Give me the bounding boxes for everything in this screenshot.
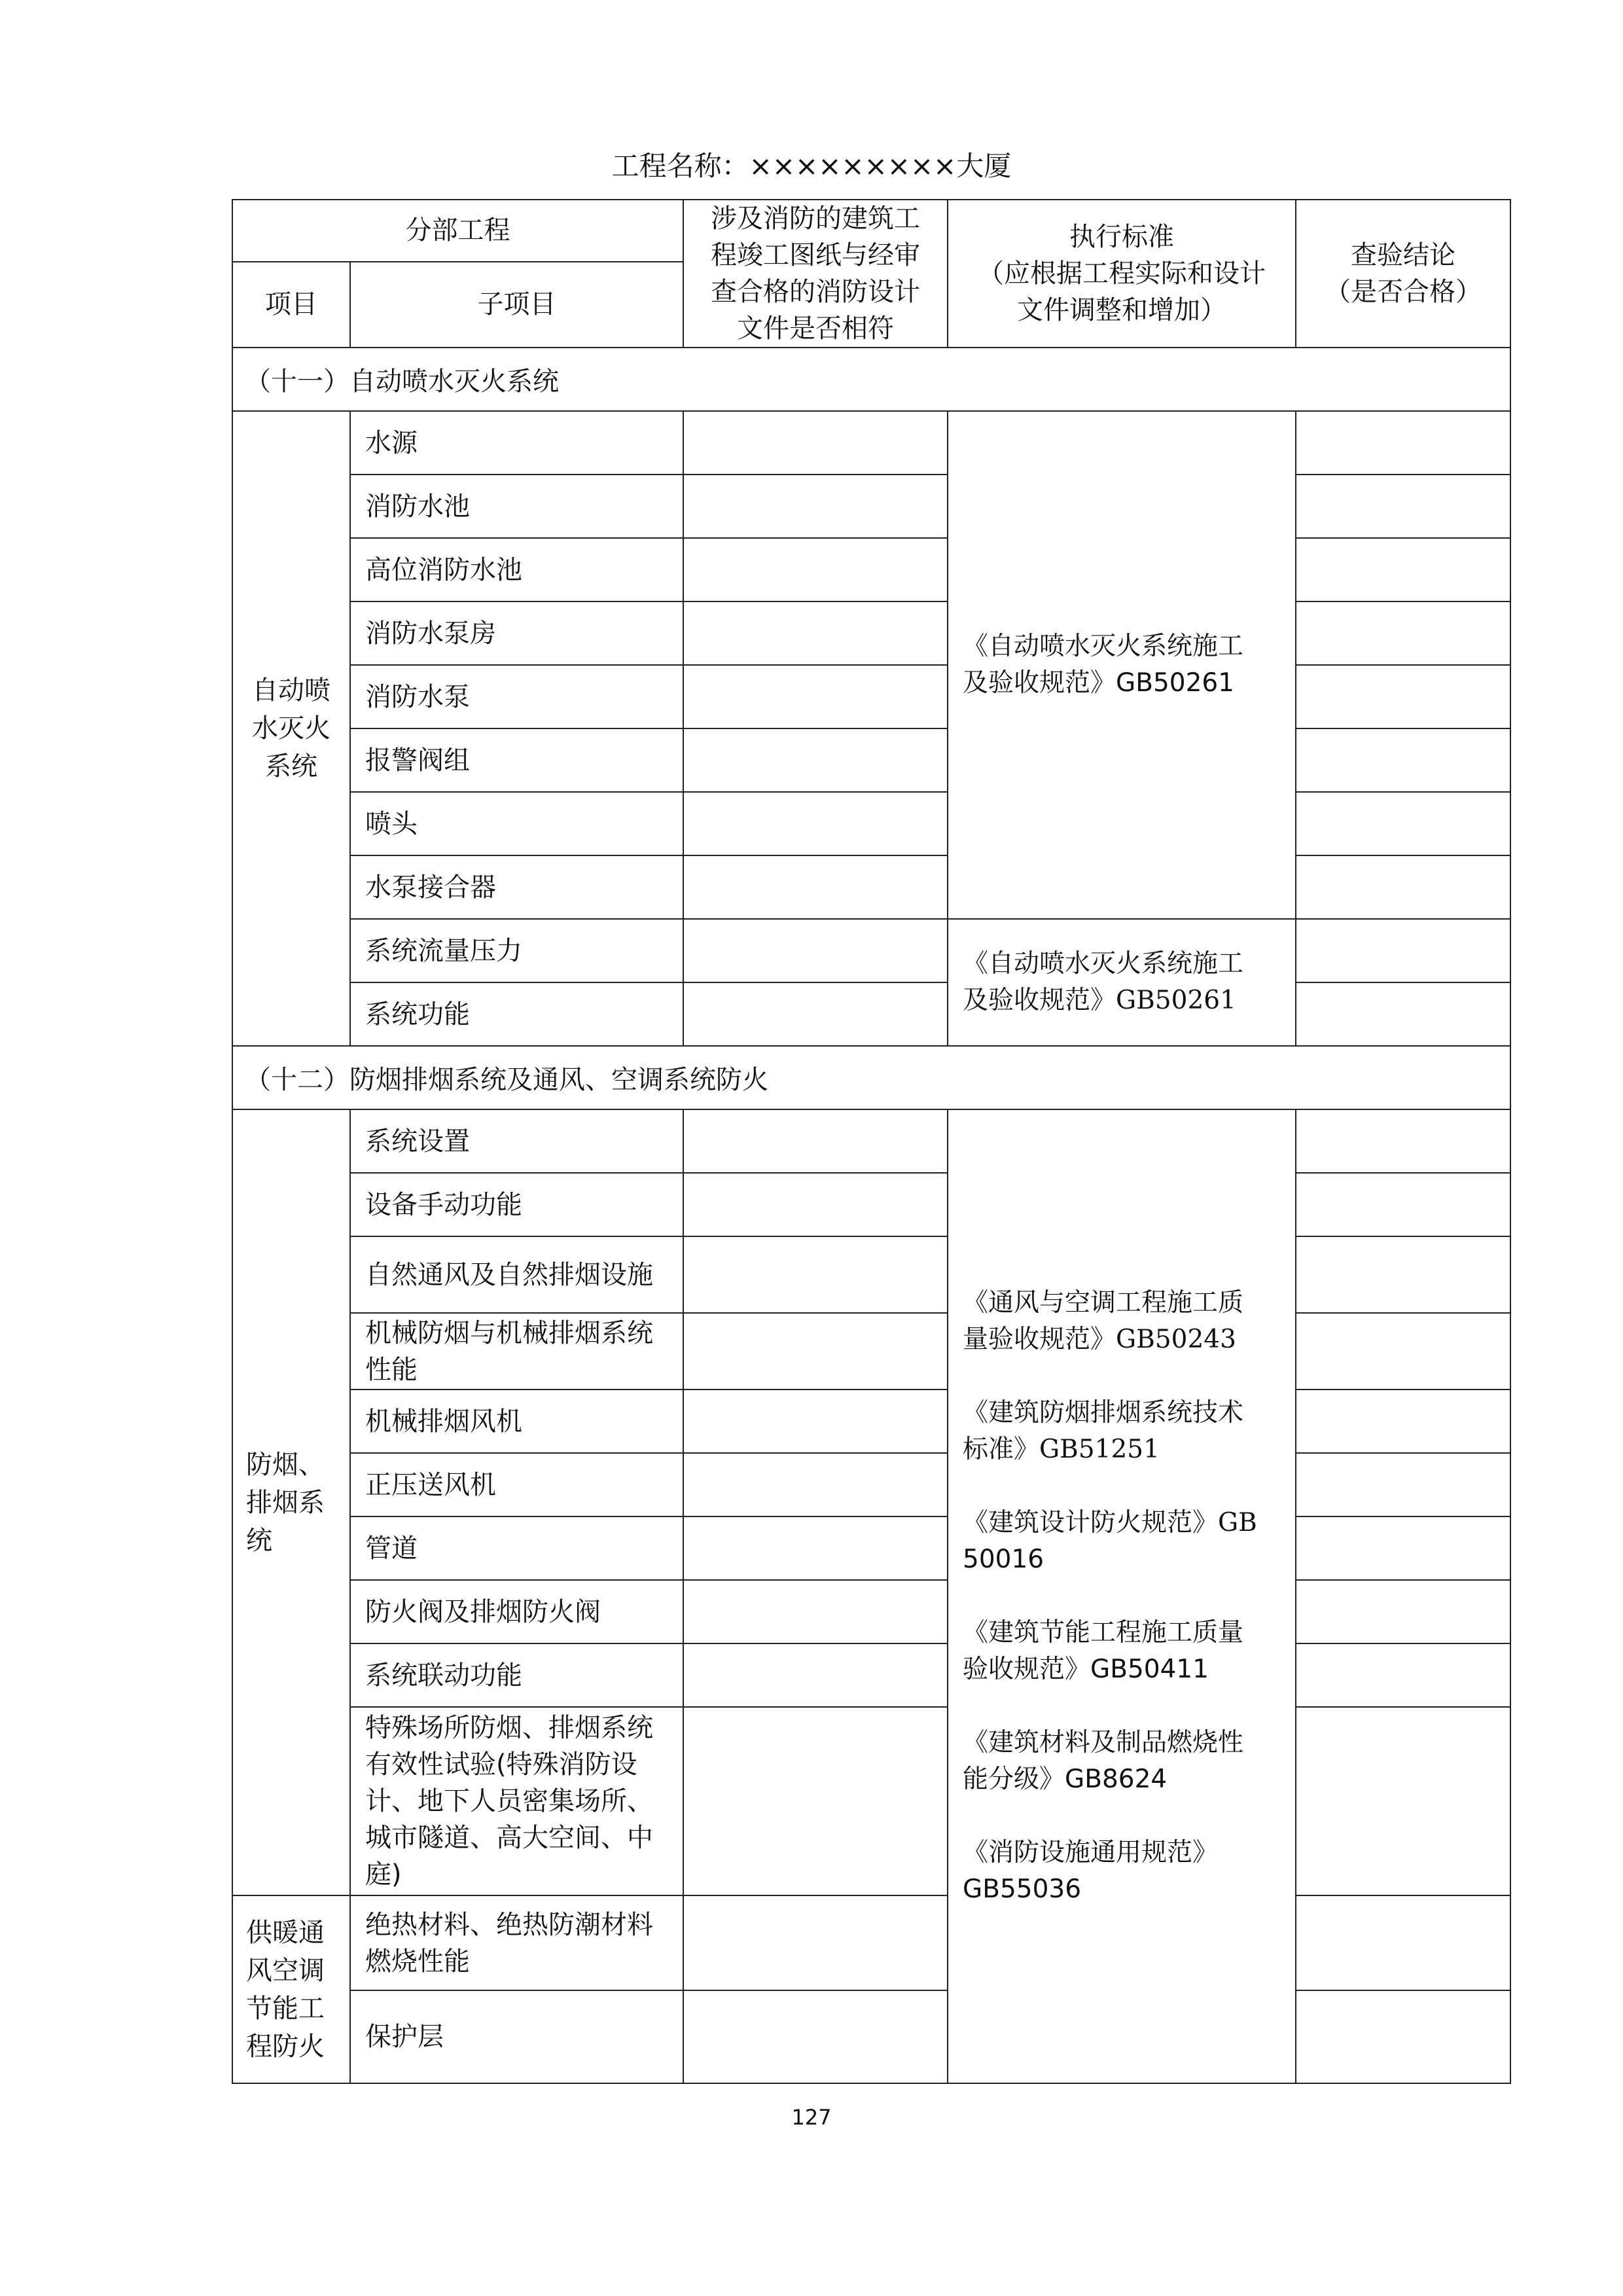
conclusion-cell[interactable] [1296, 919, 1510, 982]
conclusion-cell[interactable] [1296, 1236, 1510, 1313]
table-row [232, 1173, 1510, 1236]
subitem-cell: 机械排烟风机 [350, 1390, 683, 1453]
inspection-table [232, 199, 1511, 2084]
drawings-cell[interactable] [683, 601, 948, 665]
subitem-cell: 高位消防水池 [350, 538, 683, 601]
table-row [232, 792, 1510, 855]
table-row [232, 601, 1510, 665]
drawings-cell[interactable] [683, 475, 948, 538]
project-cell: 供暖通 风空调 节能工 程防火 [232, 1895, 350, 2083]
subitem-cell: 系统联动功能 [350, 1643, 683, 1707]
table-row [232, 1109, 1510, 1173]
conclusion-cell[interactable] [1296, 538, 1510, 601]
table-row [232, 538, 1510, 601]
table-row [232, 1313, 1510, 1390]
drawings-cell[interactable] [683, 919, 948, 982]
subitem-cell: 自然通风及自然排烟设施 [350, 1236, 683, 1313]
header-conclusion: 查验结论 （是否合格） [1296, 200, 1510, 348]
table-row [232, 728, 1510, 792]
table-row [232, 1580, 1510, 1643]
header-drawings: 涉及消防的建筑工 程竣工图纸与经审 查合格的消防设计 文件是否相符 [683, 200, 948, 348]
page-number: 127 [791, 2105, 832, 2130]
drawings-cell[interactable] [683, 411, 948, 475]
drawings-cell[interactable] [683, 1580, 948, 1643]
subitem-cell: 绝热材料、绝热防潮材料燃烧性能 [350, 1895, 683, 1990]
subitem-cell: 保护层 [350, 1990, 683, 2083]
drawings-cell[interactable] [683, 792, 948, 855]
table-row [232, 411, 1510, 475]
conclusion-cell[interactable] [1296, 411, 1510, 475]
drawings-cell[interactable] [683, 1453, 948, 1516]
table-row [232, 1236, 1510, 1313]
conclusion-cell[interactable] [1296, 1580, 1510, 1643]
conclusion-cell[interactable] [1296, 1313, 1510, 1390]
subitem-cell: 报警阀组 [350, 728, 683, 792]
conclusion-cell[interactable] [1296, 1109, 1510, 1173]
drawings-cell[interactable] [683, 1707, 948, 1895]
conclusion-cell[interactable] [1296, 1707, 1510, 1895]
table-row [232, 982, 1510, 1046]
subitem-cell: 系统设置 [350, 1109, 683, 1173]
table-row [232, 1895, 1510, 1990]
subitem-cell: 特殊场所防烟、排烟系统有效性试验(特殊消防设计、地下人员密集场所、城市隧道、高大空间、中庭) [350, 1707, 683, 1895]
drawings-cell[interactable] [683, 1109, 948, 1173]
table-row [232, 1453, 1510, 1516]
drawings-cell[interactable] [683, 665, 948, 728]
table-row [232, 665, 1510, 728]
conclusion-cell[interactable] [1296, 1390, 1510, 1453]
header-standard: 执行标准 （应根据工程实际和设计 文件调整和增加） [948, 200, 1296, 348]
header-subitem: 子项目 [350, 262, 683, 348]
table-row [232, 919, 1510, 982]
conclusion-cell[interactable] [1296, 601, 1510, 665]
subitem-cell: 消防水泵房 [350, 601, 683, 665]
table-row [232, 1707, 1510, 1895]
table-row [232, 1643, 1510, 1707]
subitem-cell: 喷头 [350, 792, 683, 855]
subitem-cell: 水源 [350, 411, 683, 475]
subitem-cell: 设备手动功能 [350, 1173, 683, 1236]
drawings-cell[interactable] [683, 1895, 948, 1990]
subitem-cell: 系统功能 [350, 982, 683, 1046]
subitem-cell: 管道 [350, 1516, 683, 1580]
subitem-cell: 防火阀及排烟防火阀 [350, 1580, 683, 1643]
conclusion-cell[interactable] [1296, 1895, 1510, 1990]
conclusion-cell[interactable] [1296, 1453, 1510, 1516]
project-cell: 自动喷 水灭火 系统 [232, 411, 350, 1046]
drawings-cell[interactable] [683, 1313, 948, 1390]
conclusion-cell[interactable] [1296, 665, 1510, 728]
conclusion-cell[interactable] [1296, 982, 1510, 1046]
subitem-cell: 系统流量压力 [350, 919, 683, 982]
subitem-cell: 消防水泵 [350, 665, 683, 728]
conclusion-cell[interactable] [1296, 792, 1510, 855]
conclusion-cell[interactable] [1296, 475, 1510, 538]
drawings-cell[interactable] [683, 855, 948, 919]
standard-cell: 《通风与空调工程施工质 量验收规范》GB50243 《建筑防烟排烟系统技术 标准》GB51251 《建筑设计防火规范》GB 50016 《建筑节能工程施工质量 验收规范》GB50411 《建筑材料及制品燃烧性 能分级》GB8624 《消防设施通用规范》 GB55036 [948, 1109, 1296, 2083]
drawings-cell[interactable] [683, 1390, 948, 1453]
header-item: 项目 [232, 262, 350, 348]
document-title: 工程名称：×××××××××大厦 [611, 150, 1012, 182]
project-cell: 防烟、 排烟系 统 [232, 1109, 350, 1895]
section-title: （十一）自动喷水灭火系统 [232, 348, 1510, 411]
conclusion-cell[interactable] [1296, 728, 1510, 792]
drawings-cell[interactable] [683, 1173, 948, 1236]
conclusion-cell[interactable] [1296, 1990, 1510, 2083]
table-row [232, 475, 1510, 538]
subitem-cell: 正压送风机 [350, 1453, 683, 1516]
standard-cell: 《自动喷水灭火系统施工 及验收规范》GB50261 [948, 919, 1296, 1046]
drawings-cell[interactable] [683, 1516, 948, 1580]
drawings-cell[interactable] [683, 728, 948, 792]
conclusion-cell[interactable] [1296, 1643, 1510, 1707]
drawings-cell[interactable] [683, 1990, 948, 2083]
section-title: （十二）防烟排烟系统及通风、空调系统防火 [232, 1046, 1510, 1109]
subitem-cell: 机械防烟与机械排烟系统性能 [350, 1313, 683, 1390]
standard-cell: 《自动喷水灭火系统施工 及验收规范》GB50261 [948, 411, 1296, 919]
drawings-cell[interactable] [683, 1236, 948, 1313]
table-row [232, 1990, 1510, 2083]
conclusion-cell[interactable] [1296, 1516, 1510, 1580]
drawings-cell[interactable] [683, 982, 948, 1046]
table-row [232, 855, 1510, 919]
conclusion-cell[interactable] [1296, 1173, 1510, 1236]
table-row [232, 1516, 1510, 1580]
subitem-cell: 消防水池 [350, 475, 683, 538]
drawings-cell[interactable] [683, 1643, 948, 1707]
table-row [232, 1390, 1510, 1453]
conclusion-cell[interactable] [1296, 855, 1510, 919]
header-division: 分部工程 [232, 200, 683, 262]
subitem-cell: 水泵接合器 [350, 855, 683, 919]
drawings-cell[interactable] [683, 538, 948, 601]
